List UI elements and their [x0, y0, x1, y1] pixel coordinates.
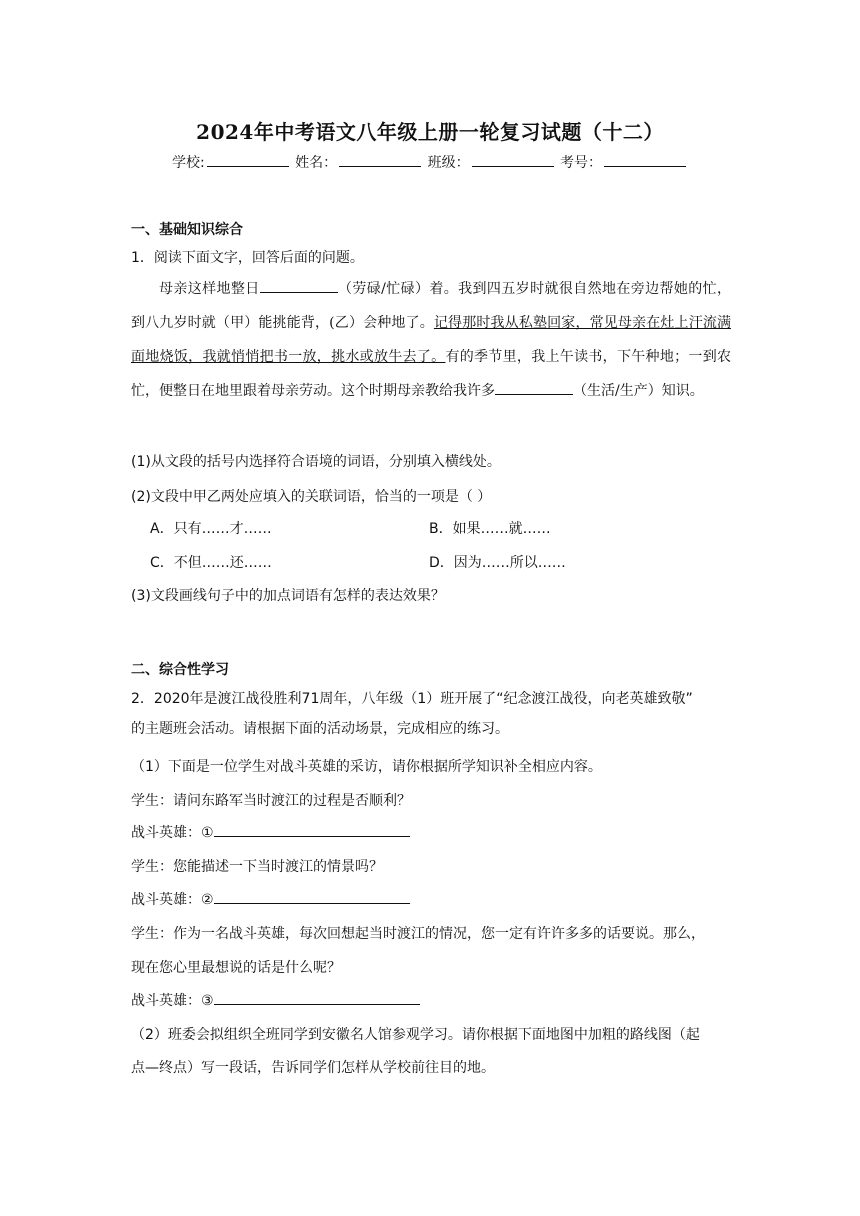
- exam-no-blank[interactable]: [604, 154, 686, 167]
- passage-part-1: 母亲这样地整日: [159, 281, 260, 297]
- question-2-line-1: 2．2020年是渡江战役胜利71周年，八年级（1）班开展了“纪念渡江战役，向老英雄致敬”: [131, 691, 693, 707]
- sub-question-2-1: （1）下面是一位学生对战斗英雄的采访，请你根据所学知识补全相应内容。: [131, 759, 602, 775]
- option-a[interactable]: A．只有……才……: [150, 521, 272, 537]
- hero-answer-1: [131, 822, 410, 842]
- hero-answer-3-label: 战斗英雄：③: [131, 993, 214, 1009]
- hero-answer-2-label: 战斗英雄：②: [131, 892, 214, 908]
- passage-part-4: （生活/生产）知识。: [573, 383, 704, 399]
- reading-passage: [131, 272, 731, 408]
- section-heading-1: 一、基础知识综合: [131, 222, 243, 238]
- option-b[interactable]: B．如果……就……: [429, 521, 551, 537]
- sub-question-1-2: (2)文段中甲乙两处应填入的关联词语，恰当的一项是（ ）: [131, 489, 492, 505]
- passage-blank-2[interactable]: [495, 382, 573, 395]
- class-label: 班级：: [427, 155, 470, 171]
- hero-answer-3-blank[interactable]: [214, 992, 420, 1005]
- hero-answer-2-blank[interactable]: [214, 891, 410, 904]
- school-blank[interactable]: [207, 154, 289, 167]
- hero-answer-1-blank[interactable]: [214, 824, 410, 837]
- name-label: 姓名：: [295, 155, 338, 171]
- option-c[interactable]: C．不但……还……: [150, 555, 272, 571]
- page-title: 2024年中考语文八年级上册一轮复习试题（十二）: [196, 120, 664, 144]
- sub-question-1-3: (3)文段画线句子中的加点词语有怎样的表达效果？: [131, 588, 445, 604]
- sub-question-2-2-line-1: （2）班委会拟组织全班同学到安徽名人馆参观学习。请你根据下面地图中加粗的路线图（起: [131, 1027, 700, 1043]
- hero-answer-3: [131, 990, 420, 1010]
- section-heading-2: 二、综合性学习: [131, 662, 229, 678]
- name-blank[interactable]: [339, 154, 421, 167]
- sub-question-2-2-line-2: 点—终点）写一段话，告诉同学们怎样从学校前往目的地。: [131, 1060, 495, 1076]
- school-label: 学校:: [171, 155, 205, 171]
- class-blank[interactable]: [472, 154, 554, 167]
- question-1-stem: 1．阅读下面文字，回答后面的问题。: [131, 250, 364, 266]
- hero-answer-2: [131, 889, 410, 909]
- student-question-1: 学生：请问东路军当时渡江的过程是否顺利？: [131, 793, 411, 809]
- option-d[interactable]: D．因为……所以……: [429, 555, 566, 571]
- exam-no-label: 考号：: [560, 155, 603, 171]
- passage-part-2: （劳碌/忙碌）着。我到四五岁时就很自然地在旁边帮她的忙，到八九岁时就（甲）能挑能背，(乙）会种地了。: [131, 281, 731, 331]
- passage-part-3: 有的季节里，我上午读书，下午种地；一到农忙，便整日在地里跟着母亲劳动。这个时期母亲教给我许多: [131, 349, 732, 399]
- student-question-3-line-1: 学生：作为一名战斗英雄，每次回想起当时渡江的情况，您一定有许许多多的话要说。那么，: [131, 926, 705, 942]
- student-question-3-line-2: 现在您心里最想说的话是什么呢？: [131, 960, 341, 976]
- student-question-2: 学生：您能描述一下当时渡江的情景吗？: [131, 859, 383, 875]
- student-info-line: [0, 152, 860, 172]
- hero-answer-1-label: 战斗英雄：①: [131, 825, 214, 841]
- passage-blank-1[interactable]: [260, 280, 338, 293]
- sub-question-1-1: (1)从文段的括号内选择符合语境的词语，分别填入横线处。: [131, 454, 501, 470]
- question-2-line-2: 的主题班会活动。请根据下面的活动场景，完成相应的练习。: [131, 721, 509, 737]
- underlined-sentence: 记得那时我从私塾回家，常见母亲在灶上汗流满面地烧饭，我就悄悄把书一放，挑水或放牛去了。: [131, 315, 731, 365]
